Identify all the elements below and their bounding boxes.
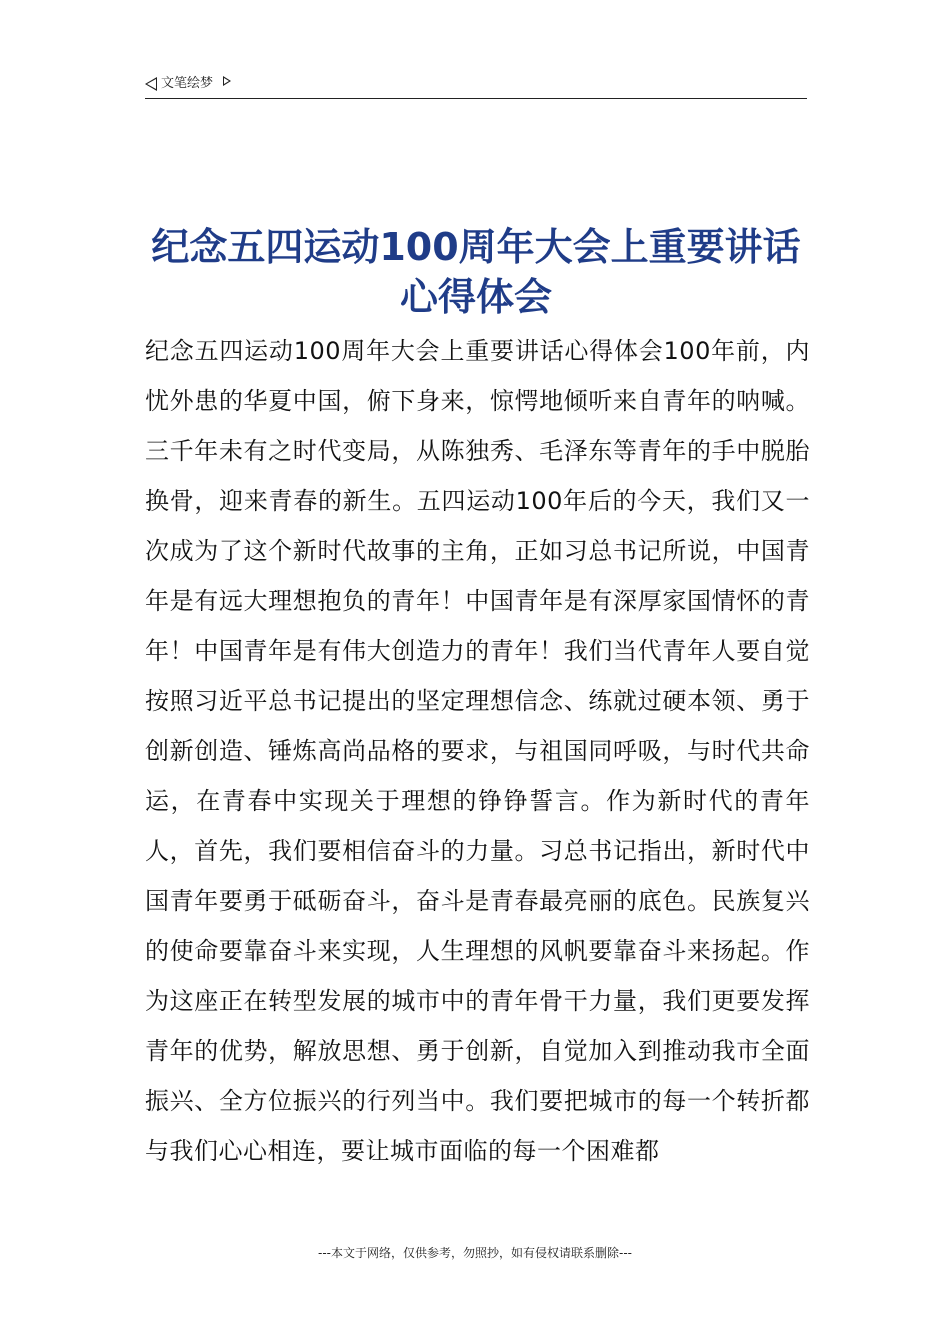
header-label: 文笔绘梦 xyxy=(161,76,214,91)
triangle-right-icon xyxy=(223,76,231,86)
footer-notice: ---本文于网络，仅供参考，勿照抄，如有侵权请联系删除--- xyxy=(318,1246,632,1260)
triangle-left-icon xyxy=(145,77,157,91)
document-body: 纪念五四运动100周年大会上重要讲话心得体会100年前，内忧外患的华夏中国，俯下身来，惊愕地倾听来自青年的呐喊。三千年未有之时代变局，从陈独秀、毛泽东等青年的手中脱胎换骨，迎来青春的新生。五四运动100年后的今天，我们又一次成为了这个新时代故事的主角，正如习总书记所说，中国青年是有远大理想抱负的青年！中国青年是有深厚家国情怀的青年！中国青年是有伟大创造力的青年！我们当代青年人要自觉按照习近平总书记提出的坚定理想信念、练就过硬本领、勇于创新创造、锤炼高尚品格的要求，与祖国同呼吸，与时代共命运，在青春中实现关于理想的铮铮誓言。作为新时代的青年人，首先，我们要相信奋斗的力量。习总书记指出，新时代中国青年要勇于砥砺奋斗，奋斗是青春最亮丽的底色。民族复兴的使命要靠奋斗来实现，人生理想的风帆要靠奋斗来扬起。作为这座正在转型发展的城市中的青年骨干力量，我们更要发挥青年的优势，解放思想、勇于创新，自觉加入到推动我市全面振兴、全方位振兴的行列当中。我们要把城市的每一个转折都与我们心心相连，要让城市面临的每一个困难都 xyxy=(145,337,810,1165)
header-inner xyxy=(145,74,807,94)
document-title: 纪念五四运动100周年大会上重要讲话心得体会 xyxy=(151,225,801,319)
page-header xyxy=(145,74,807,99)
